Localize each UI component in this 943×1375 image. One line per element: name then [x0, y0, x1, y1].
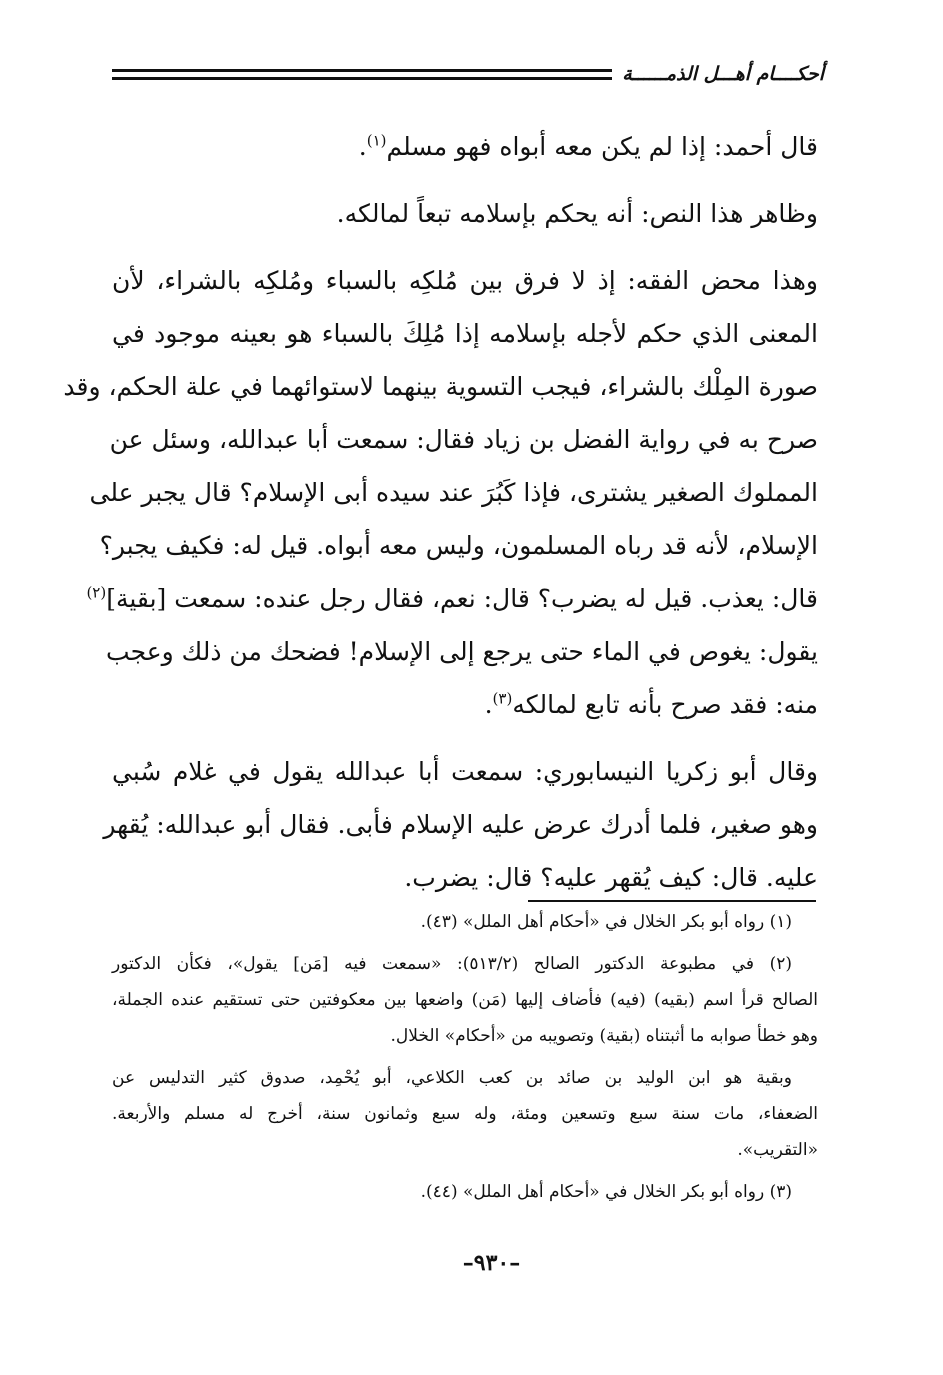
footnote-line: الصالح قرأ اسم (بقيه) (فيه) فأضاف إليها (مَن) واضعها بين معكوفتين حتى تستقيم عنده الجملة،: [112, 990, 818, 1010]
footnote: [112, 1060, 818, 1168]
footnote-ref[interactable]: (٢): [86, 583, 107, 602]
paragraph: [103, 745, 818, 904]
page-number: –٩٣٠–: [462, 1250, 521, 1276]
footnotes: [112, 904, 818, 1210]
footnote-line: (٢) في مطبوعة الدكتور الصالح (٥١٣/٢): «سمعت فيه [مَن] يقول»، فكأن الدكتور: [112, 954, 792, 974]
running-header: [112, 56, 824, 92]
footnote-line: الضعفاء، مات سنة سبع وتسعين ومئة، وله سبع وثمانون سنة، أخرج له مسلم والأربعة.: [112, 1104, 818, 1124]
footnote-line: (٣) رواه أبو بكر الخلال في «أحكام أهل الملل» (٤٤).: [420, 1182, 792, 1202]
paragraph: [112, 187, 818, 240]
footnote-line: وهو خطأ صوابه ما أثبتناه (بقية) وتصويبه من «أحكام» الخلال.: [390, 1026, 818, 1046]
text-line: وقال أبو زكريا النيسابوري: سمعت أبا عبدالله يقول في غلام سُبي: [112, 757, 818, 786]
footnote: [112, 904, 818, 940]
text-line: صرح به في رواية الفضل بن زياد فقال: سمعت أبا عبدالله، وسئل عن: [109, 425, 818, 454]
text-line: قال: يعذب. قيل له يضرب؟ قال: نعم، فقال رجل عنده: سمعت [بقية]$^{(٢)}$: [86, 583, 818, 613]
text-line: صورة المِلْك بالشراء، فيجب التسوية بينهما لاستوائهما في علة الحكم، وقد: [63, 372, 818, 401]
text-line: منه: فقد صرح بأنه تابع لمالكه$^{(٣)}$.: [484, 689, 818, 719]
paragraph: [112, 120, 818, 173]
text-line: الإسلام، لأنه قد رباه المسلمون، وليس معه أبواه. قيل له: فكيف يجبر؟: [99, 531, 818, 560]
text-line: المعنى الذي حكم لأجله بإسلامه إذا مُلِكَ بالسباء هو بعينه موجود في: [112, 319, 818, 348]
text-line: وظاهر هذا النص: أنه يحكم بإسلامه تبعاً لمالكه.: [336, 199, 818, 228]
footnote-separator: [528, 900, 816, 902]
header-double-rule: [112, 69, 612, 80]
footnote: [112, 1174, 818, 1210]
text-line: يقول: يغوص في الماء حتى يرجع إلى الإسلام! فضحك من ذلك وعجب: [106, 637, 818, 666]
text-line: المملوك الصغير يشترى، فإذا كَبُرَ عند سيده أبى الإسلام؟ قال يجبر على: [89, 478, 818, 507]
footnote-ref[interactable]: (١): [366, 131, 387, 150]
text-line: قال أحمد: إذا لم يكن معه أبواه فهو مسلم$^{(١)}$.: [358, 131, 818, 161]
header-title: أحكــــام أهـــل الذمــــــة: [622, 63, 824, 85]
footnote: [112, 946, 818, 1054]
text-line: عليه. قال: كيف يُقهر عليه؟ قال: يضرب.: [404, 863, 818, 892]
text-line: وهو صغير، فلما أدرك عرض عليه الإسلام فأبى. فقال أبو عبدالله: يُقهر: [103, 810, 818, 839]
paragraph: [63, 254, 818, 731]
footnote-ref[interactable]: (٣): [492, 689, 513, 708]
text-line: وهذا محض الفقه: إذ لا فرق بين مُلكِه بالسباء ومُلكِه بالشراء، لأن: [112, 266, 818, 295]
main-text: [63, 120, 818, 904]
footnote-line: (١) رواه أبو بكر الخلال في «أحكام أهل الملل» (٤٣).: [420, 912, 792, 932]
footnote-line: وبقية هو ابن الوليد بن صائد بن كعب الكلاعي، أبو يُحْمِد، صدوق كثير التدليس عن: [112, 1068, 792, 1088]
footnote-line: «التقريب».: [737, 1140, 818, 1160]
